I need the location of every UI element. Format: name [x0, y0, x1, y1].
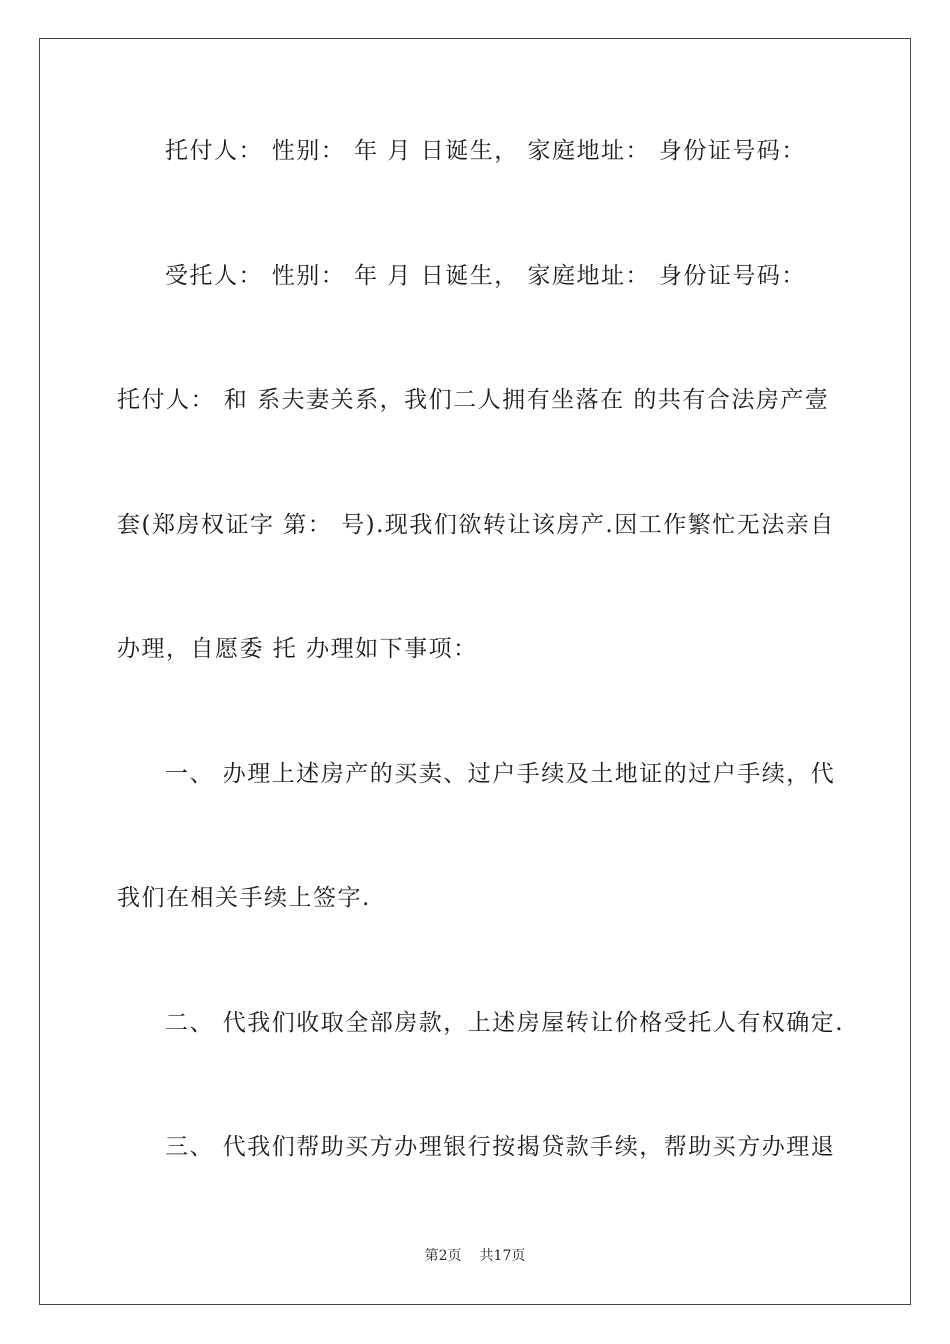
page-footer — [0, 1247, 950, 1265]
text-line-1: 托付人： 性别： 年 月 日诞生， 家庭地址： 身份证号码： — [165, 138, 806, 164]
text-line-8: 二、 代我们收取全部房款，上述房屋转让价格受托人有权确定. — [165, 1010, 845, 1036]
text-line-3: 托付人： 和 系夫妻关系，我们二人拥有坐落在 的共有合法房产壹 — [117, 387, 830, 413]
page-number: 第2页 — [424, 1248, 462, 1264]
text-line-9: 三、 代我们帮助买方办理银行按揭贷款手续，帮助买方办理退 — [165, 1134, 836, 1160]
text-line-4: 套(郑房权证字 第： 号).现我们欲转让该房产.因工作繁忙无法亲自 — [117, 512, 835, 538]
page-total: 共17页 — [479, 1248, 526, 1264]
text-line-5: 办理，自愿委 托 办理如下事项： — [117, 636, 478, 662]
text-line-2: 受托人： 性别： 年 月 日诞生， 家庭地址： 身份证号码： — [165, 263, 806, 289]
text-line-6: 一、 办理上述房产的买卖、过户手续及土地证的过户手续，代 — [165, 761, 836, 787]
page-frame — [39, 38, 911, 1305]
text-line-7: 我们在相关手续上签字. — [117, 885, 371, 911]
